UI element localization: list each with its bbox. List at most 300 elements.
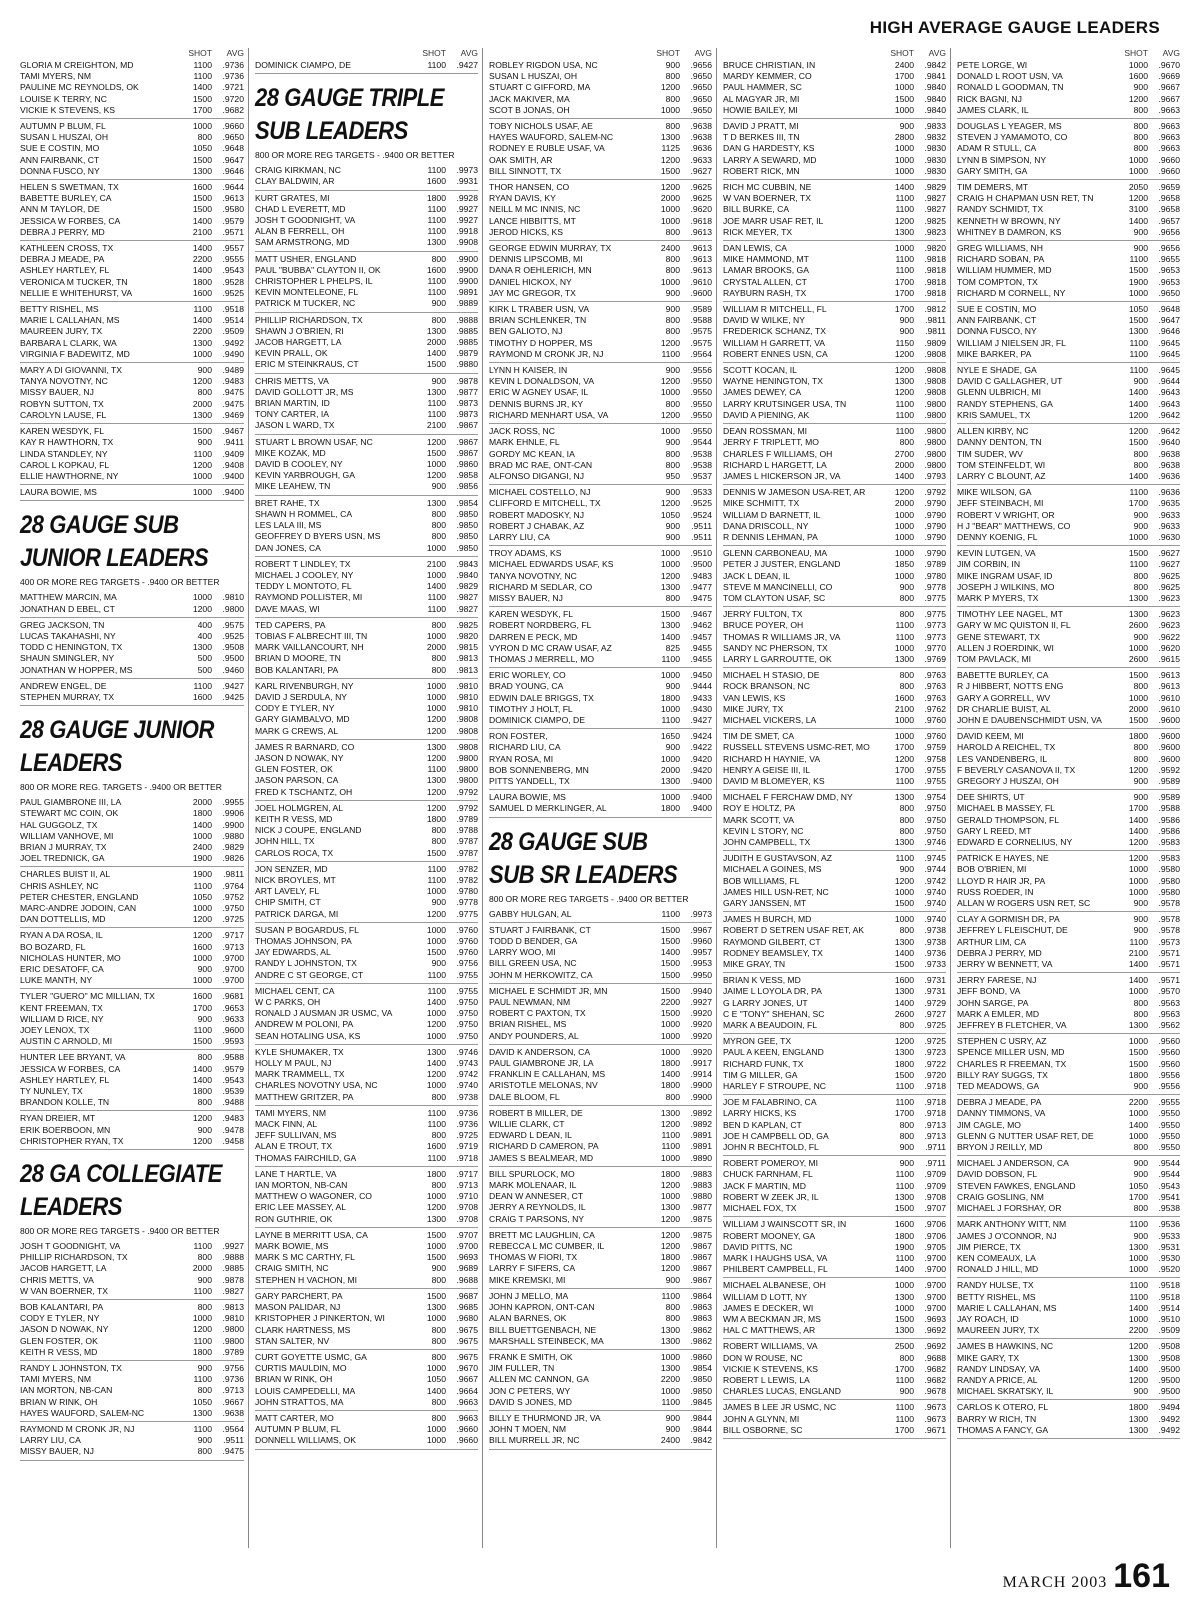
average: .9787: [456, 847, 478, 858]
leader-row: [20, 1263, 244, 1274]
leader-row: [20, 831, 244, 842]
shooter-name: DAVID PITTS, NC: [723, 1241, 793, 1252]
average: .9863: [690, 1302, 712, 1313]
leader-row: [489, 936, 712, 947]
shooter-name: KENNETH W BROWN, NY: [957, 215, 1061, 226]
average: .9650: [690, 82, 712, 93]
leader-row: [723, 837, 946, 848]
average: .9808: [924, 365, 946, 376]
shooter-name: BILL SPURLOCK, MO: [489, 1168, 575, 1179]
leader-row: [489, 947, 712, 958]
shooter-name: ALLEN KIRBY, NC: [957, 426, 1029, 437]
shot-count: 1300: [894, 792, 914, 803]
shot-count: 2700: [894, 448, 914, 459]
average: .9900: [456, 264, 478, 275]
leader-row: [255, 531, 478, 542]
shooter-name: MARY A DI GIOVANNI, TX: [20, 365, 123, 376]
leader-row: [957, 365, 1180, 376]
leader-row: [723, 876, 946, 887]
average: .9863: [690, 1313, 712, 1324]
shot-count: 1400: [426, 581, 446, 592]
shot-count: 1100: [895, 398, 914, 409]
shooter-name: LARRY HICKS, KS: [723, 1108, 797, 1119]
leader-row: [723, 449, 946, 460]
shooter-name: RYAN A DA ROSA, IL: [20, 930, 103, 941]
average: .9583: [1158, 837, 1180, 847]
shooter-name: BARBARA L CLARK, WA: [20, 337, 117, 348]
average: .9755: [456, 969, 478, 980]
leader-row: [723, 82, 946, 93]
leader-row: [723, 338, 946, 349]
avg-header: AVG: [694, 48, 712, 58]
average: .9750: [456, 1008, 478, 1019]
shooter-name: JERRY FARESE, NJ: [957, 975, 1037, 986]
leader-group: [255, 1106, 478, 1167]
shot-count: 900: [197, 1013, 212, 1024]
average: .9808: [924, 387, 946, 398]
shot-count: 900: [665, 437, 680, 448]
leader-group: [255, 801, 478, 862]
average: .9736: [456, 1119, 478, 1130]
leader-group: [255, 435, 478, 496]
shooter-name: JOHN M HERKOWITZ, CA: [489, 969, 593, 980]
shot-count: 1100: [1129, 559, 1148, 570]
shot-count: 1500: [1128, 1047, 1148, 1058]
average: .9973: [690, 908, 712, 919]
shooter-name: CURT GOYETTE USMC, GA: [255, 1351, 367, 1362]
leader-row: [489, 1092, 712, 1103]
leader-row: [255, 764, 478, 775]
leader-row: [20, 71, 244, 82]
shot-count: 1400: [192, 82, 212, 93]
average: .9885: [456, 337, 478, 348]
shooter-name: LYNN H KAISER, IN: [489, 365, 568, 376]
leader-row: [957, 803, 1180, 814]
shooter-name: PATRICK E HAYES, NE: [957, 853, 1049, 864]
average: .9800: [924, 459, 946, 470]
average: .9638: [690, 132, 712, 143]
leader-row: [489, 1058, 712, 1069]
leader-group: [255, 374, 478, 435]
average: .9711: [925, 1158, 946, 1169]
shot-count: 2200: [1128, 1097, 1148, 1108]
shot-count: 1850: [894, 559, 914, 570]
shot-count: 900: [1133, 376, 1148, 387]
leader-row: [957, 1020, 1180, 1031]
shot-count: 900: [899, 1386, 914, 1397]
leader-row: [20, 1446, 244, 1457]
leader-row: [20, 903, 244, 914]
average: .9708: [924, 1191, 946, 1202]
shooter-name: BOB O'BRIEN, MI: [957, 864, 1027, 875]
leader-row: [489, 487, 712, 498]
shooter-name: ROY E HOLTZ, PA: [723, 803, 796, 814]
leader-row: [20, 1385, 244, 1396]
shooter-name: KURT GRATES, MI: [255, 192, 330, 203]
shooter-name: ROBERT W ZEEK JR, IL: [723, 1191, 819, 1202]
leader-row: [957, 1264, 1180, 1275]
average: .9543: [222, 1074, 244, 1085]
shot-count: 1500: [894, 93, 914, 104]
shooter-name: WILLIAM J NIELSEN JR, FL: [957, 337, 1066, 348]
shot-count: 1000: [660, 1030, 680, 1041]
leader-row: [255, 581, 478, 592]
shot-count: 1100: [427, 215, 446, 226]
shooter-name: TANYA NOVOTNY, NC: [489, 570, 577, 581]
shot-count: 2200: [192, 254, 212, 265]
shot-count: 800: [197, 1252, 212, 1263]
leader-row: [957, 1425, 1180, 1436]
shot-count: 1000: [1128, 875, 1148, 886]
leader-row: [957, 1364, 1180, 1375]
shooter-name: PAULINE MC REYNOLDS, OK: [20, 82, 139, 93]
leader-row: [20, 953, 244, 964]
average: .9650: [222, 132, 244, 143]
shooter-name: GLEN FOSTER, OK: [20, 1335, 98, 1346]
average: .9908: [456, 237, 478, 248]
average: .9809: [924, 337, 946, 348]
average: .9920: [690, 1030, 712, 1041]
shot-count: 1000: [660, 703, 680, 714]
shot-count: 1000: [660, 548, 680, 559]
shot-count: 1300: [192, 1407, 212, 1418]
shooter-name: BRIAN SCHLENKER, TN: [489, 315, 587, 326]
shooter-name: GEORGE EDWIN MURRAY, TX: [489, 243, 612, 254]
shooter-name: SPENCE MILLER USN, MD: [957, 1047, 1065, 1058]
average: .9825: [456, 619, 478, 630]
shooter-name: BETTY RISHEL, MS: [957, 1291, 1036, 1302]
shooter-name: ANDREW M POLONI, PA: [255, 1019, 354, 1030]
average: .9627: [1158, 548, 1180, 559]
leader-row: [255, 1169, 478, 1180]
section-title: SUB SR LEADERS: [489, 860, 678, 889]
shooter-name: DAVID W WILKE, NY: [723, 315, 805, 326]
shooter-name: BEN D KAPLAN, CT: [723, 1119, 802, 1130]
shooter-name: MARK S MC CARTHY, FL: [255, 1252, 355, 1263]
shooter-name: JOHN R BECHTOLD, FL: [723, 1142, 819, 1153]
leader-row: [723, 487, 946, 498]
average: .9888: [456, 314, 478, 325]
leader-row: [20, 1313, 244, 1324]
average: .9550: [690, 398, 712, 409]
leader-row: [723, 437, 946, 448]
leader-row: [255, 1058, 478, 1069]
leader-row: [489, 143, 712, 154]
average: .9653: [1158, 265, 1180, 276]
shot-count: 800: [431, 1130, 446, 1141]
shooter-name: LARRY C BLOUNT, AZ: [957, 470, 1046, 481]
leader-row: [20, 410, 244, 421]
leader-row: [723, 1158, 946, 1169]
shot-count: 1100: [895, 265, 914, 276]
leader-group: [489, 1228, 712, 1289]
average: .9430: [690, 703, 712, 714]
leader-row: [20, 1324, 244, 1335]
average: .9533: [690, 487, 712, 498]
average: .9808: [456, 741, 478, 752]
leader-row: [723, 548, 946, 559]
average: .9511: [691, 531, 712, 542]
leader-group: [723, 1156, 946, 1217]
shooter-name: DAVID S JONES, MD: [489, 1396, 572, 1407]
shot-count: 1800: [192, 808, 212, 819]
shot-count: 1200: [660, 1180, 680, 1191]
shot-count: 1200: [894, 1036, 914, 1047]
leader-row: [255, 376, 478, 387]
shooter-name: JACK MAKIVER, MA: [489, 93, 570, 104]
shooter-name: PAUL A KEEN, ENGLAND: [723, 1047, 824, 1058]
average: .9858: [456, 470, 478, 481]
shooter-name: JOHN CAMPBELL, TX: [723, 837, 811, 847]
average: .9667: [1158, 93, 1180, 104]
shot-count: 1200: [894, 365, 914, 376]
shooter-name: W VAN BOERNER, TX: [723, 193, 812, 204]
shot-count: 1100: [427, 603, 446, 614]
shooter-name: MIKE WILSON, GA: [957, 487, 1032, 498]
shooter-name: PETER J JUSTER, ENGLAND: [723, 559, 841, 570]
shooter-name: DANIEL HICKOX, NY: [489, 276, 572, 287]
average: .9830: [924, 143, 946, 154]
shot-count: 800: [197, 1446, 212, 1457]
leader-row: [957, 1036, 1180, 1047]
leader-row: [723, 998, 946, 1009]
shooter-name: RONALD J HILL, MD: [957, 1264, 1039, 1275]
leader-group: [723, 790, 946, 851]
leader-row: [489, 510, 712, 521]
average: .9510: [1158, 1313, 1180, 1324]
leader-row: [957, 654, 1180, 665]
leader-row: [489, 376, 712, 387]
average: .9920: [690, 1008, 712, 1019]
leader-row: [957, 754, 1180, 765]
shot-count: 1300: [660, 581, 680, 592]
shot-count: 1600: [894, 692, 914, 703]
average: .9660: [1158, 154, 1180, 165]
shooter-name: TIM DEMERS, MT: [957, 182, 1029, 193]
shot-count: 1000: [426, 936, 446, 946]
shooter-name: BILL BUETTGENBACH, NE: [489, 1324, 597, 1335]
shooter-name: ALFONSO DIGANGI, NJ: [489, 470, 585, 481]
average: .9578: [1158, 898, 1180, 909]
leader-row: [489, 715, 712, 726]
leader-row: [723, 315, 946, 326]
leader-row: [255, 509, 478, 520]
average: .9808: [456, 714, 478, 725]
leader-row: [255, 886, 478, 897]
leader-row: [255, 1252, 478, 1263]
shot-count: 900: [665, 742, 680, 753]
shot-count: 800: [665, 254, 680, 265]
shooter-name: PAUL GIAMBRONE III, LA: [20, 797, 122, 808]
average: .9827: [456, 603, 478, 614]
leader-row: [489, 277, 712, 288]
shot-count: 1800: [660, 1080, 680, 1091]
average: .9693: [924, 1313, 946, 1324]
leader-row: [255, 193, 478, 204]
shot-count: 1300: [894, 226, 914, 237]
shot-count: 1100: [895, 1097, 914, 1108]
average: .9692: [924, 1341, 946, 1352]
leader-row: [957, 376, 1180, 387]
average: .9706: [924, 1230, 946, 1241]
shot-count: 500: [197, 653, 212, 664]
shot-count: 1600: [192, 182, 212, 193]
shooter-name: DANNY TIMMONS, VA: [957, 1108, 1046, 1119]
column-header-spacer: [489, 48, 646, 58]
shooter-name: TAMI MYERS, NM: [255, 1107, 326, 1118]
average: .9636: [690, 143, 712, 154]
shot-count: 1000: [894, 731, 914, 742]
shooter-name: WILLIAM VANHOVE, MI: [20, 830, 114, 841]
shooter-name: DEBRA J MEADE, PA: [957, 1097, 1042, 1108]
average: .9613: [1158, 681, 1180, 692]
average: .9720: [924, 1069, 946, 1080]
average: .9830: [924, 154, 946, 165]
shot-count: 1100: [427, 165, 446, 176]
average: .9850: [456, 542, 478, 553]
average: .9957: [690, 947, 712, 958]
shot-count: 1500: [1128, 437, 1148, 448]
shooter-name: LANE T HARTLE, VA: [255, 1168, 337, 1179]
shot-count: 900: [665, 531, 680, 542]
leader-row: [723, 975, 946, 986]
average: .9850: [456, 520, 478, 531]
shooter-name: BILL OSBORNE, SC: [723, 1424, 803, 1435]
shooter-name: DAN DOTTELLIS, MD: [20, 914, 106, 925]
shooter-name: RYAN ROSA, MI: [489, 753, 554, 764]
leader-row: [723, 582, 946, 593]
shot-count: 1500: [894, 1069, 914, 1080]
average: .9483: [222, 1113, 244, 1124]
shooter-name: KRIS SAMUEL, TX: [957, 409, 1031, 420]
shot-count: 2500: [894, 1341, 914, 1352]
leader-row: [723, 121, 946, 132]
shooter-name: STEVEN FAWKES, ENGLAND: [957, 1180, 1076, 1191]
average: .9880: [690, 1191, 712, 1202]
leader-row: [255, 836, 478, 847]
average: .9578: [1158, 925, 1180, 936]
shooter-name: THOMAS W FIORI, TX: [489, 1252, 578, 1263]
shooter-name: ERIC LEE MASSEY, AL: [255, 1202, 347, 1213]
average: .9800: [924, 448, 946, 459]
shot-count: 1500: [894, 898, 914, 909]
average: .9746: [456, 1046, 478, 1057]
shot-count: 1600: [894, 975, 914, 986]
shot-count: 1200: [660, 1229, 680, 1240]
shooter-name: DONNA FUSCO, NY: [957, 326, 1037, 337]
leader-row: [489, 82, 712, 93]
shot-count: 1300: [660, 1202, 680, 1213]
shot-count: 1000: [1128, 1036, 1148, 1047]
leader-row: [957, 121, 1180, 132]
average: .9750: [456, 1019, 478, 1030]
shot-count: 2000: [192, 1263, 212, 1274]
section-heading: [255, 82, 478, 161]
average: .9633: [222, 1013, 244, 1024]
leader-row: [957, 1231, 1180, 1242]
shooter-name: MARK A EMLER, MD: [957, 1008, 1040, 1019]
leader-row: [957, 925, 1180, 936]
leader-group: [20, 795, 244, 867]
shot-count: 1200: [660, 409, 680, 420]
shot-count: 1800: [1128, 1402, 1148, 1413]
shot-count: 1100: [895, 1252, 914, 1263]
leader-group: [20, 485, 244, 501]
shot-count: 1700: [192, 104, 212, 115]
average: .9500: [690, 559, 712, 570]
shooter-name: WILLIAM R MITCHELL, FL: [723, 304, 827, 315]
leader-row: [255, 1047, 478, 1058]
shot-count: 900: [665, 60, 680, 70]
average: .9733: [924, 959, 946, 970]
shot-count: 1000: [1128, 60, 1148, 70]
shot-count: 1200: [426, 436, 446, 447]
shot-count: 900: [197, 1435, 212, 1446]
average: .9644: [222, 182, 244, 193]
shooter-name: BILL SINNOTT, TX: [489, 165, 562, 176]
shooter-name: MICHAEL A GOINES, MS: [723, 864, 822, 875]
shot-count: 1000: [894, 104, 914, 115]
shot-count: 1300: [894, 653, 914, 664]
shot-count: 1000: [426, 924, 446, 935]
shot-count: 1100: [193, 60, 212, 70]
leader-row: [20, 1014, 244, 1025]
average: .9736: [456, 1107, 478, 1118]
shot-count: 1100: [895, 193, 914, 204]
average: .9940: [690, 985, 712, 996]
shooter-name: BOB KALANTARI, PA: [20, 1302, 104, 1313]
leader-row: [20, 892, 244, 903]
leader-row: [723, 1081, 946, 1092]
shot-count: 1400: [1128, 975, 1148, 986]
shooter-name: HAL C MATTHEWS, AR: [723, 1325, 816, 1336]
leader-row: [255, 787, 478, 798]
shooter-name: ALLAN W ROGERS USN RET, SC: [957, 898, 1091, 909]
shooter-name: JOHN J MELLO, MA: [489, 1290, 569, 1301]
shot-count: 1000: [192, 121, 212, 132]
average: .9528: [222, 276, 244, 287]
average: .9789: [222, 1346, 244, 1357]
shooter-name: KEVIN LUTGEN, VA: [957, 548, 1036, 559]
leader-row: [255, 1413, 478, 1424]
leader-row: [255, 470, 478, 481]
shooter-name: MAUREEN JURY, TX: [20, 326, 103, 337]
average: .9883: [690, 1180, 712, 1191]
leader-row: [255, 681, 478, 692]
shot-header: SHOT: [656, 48, 680, 58]
shot-count: 800: [665, 121, 680, 132]
shot-count: 900: [1133, 1081, 1148, 1092]
shot-count: 800: [1133, 448, 1148, 459]
shooter-name: RAYMOND M CRONK JR, NJ: [489, 348, 604, 359]
average: .9883: [690, 1168, 712, 1179]
average: .9778: [924, 581, 946, 592]
shooter-name: PATRICK M TUCKER, NC: [255, 298, 356, 309]
shot-count: 900: [1133, 1230, 1148, 1241]
shot-header: SHOT: [188, 48, 212, 58]
shot-count: 1400: [192, 215, 212, 226]
leader-group: [20, 590, 244, 617]
shot-count: 1000: [894, 642, 914, 653]
shot-count: 900: [665, 304, 680, 315]
leader-row: [489, 94, 712, 105]
shooter-name: TOM COMPTON, TX: [957, 276, 1038, 287]
leader-row: [255, 398, 478, 409]
leader-row: [255, 559, 478, 570]
shooter-name: BEN GALIOTO, NJ: [489, 326, 563, 337]
average: .9810: [456, 703, 478, 714]
shot-count: 1900: [1128, 276, 1148, 287]
